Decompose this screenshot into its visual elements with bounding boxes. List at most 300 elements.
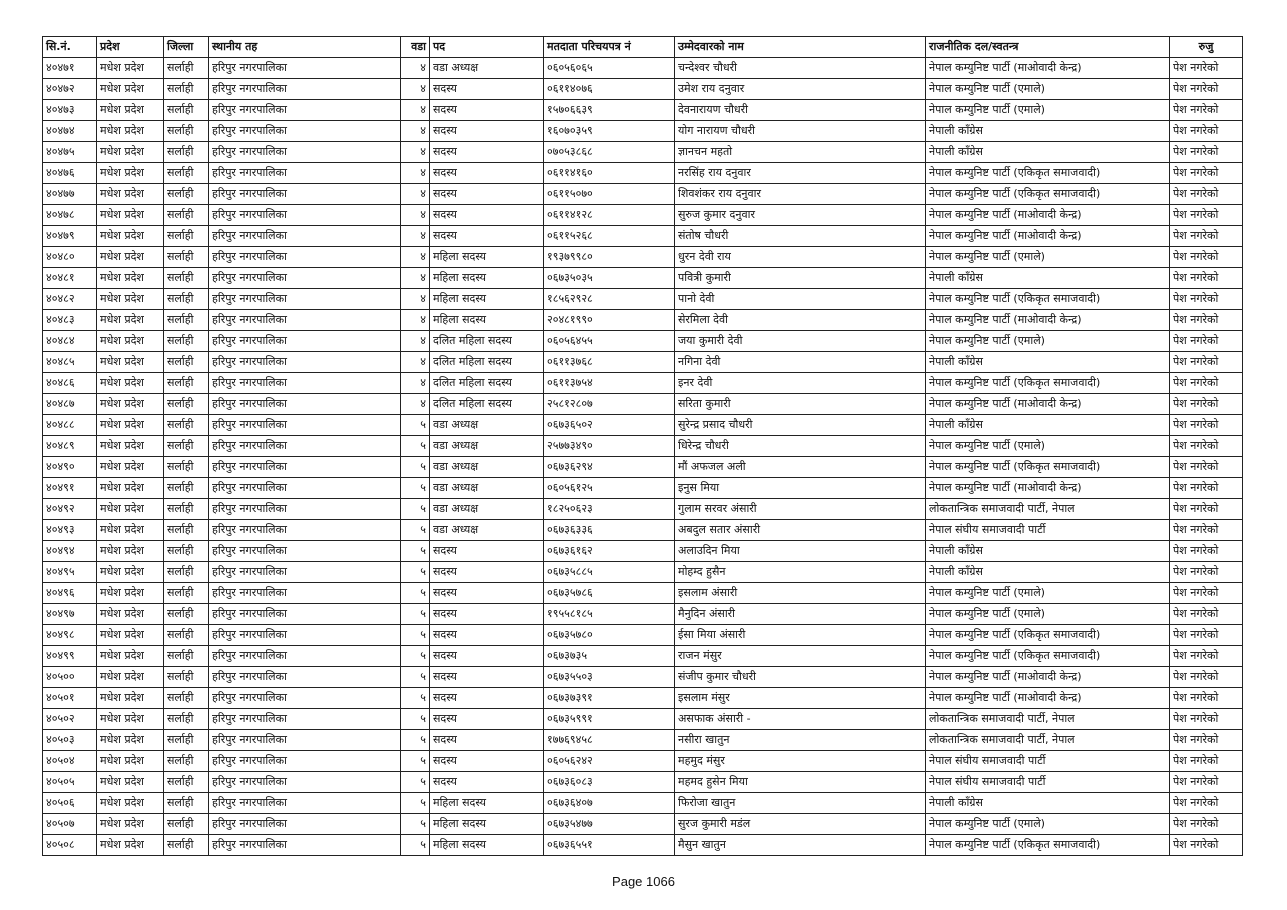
cell-sn: ४०४८९ [43, 436, 97, 457]
header-district: जिल्ला [164, 37, 209, 58]
cell-ward: ५ [401, 562, 430, 583]
cell-province: मधेश प्रदेश [97, 79, 164, 100]
cell-district: सर्लाही [164, 478, 209, 499]
table-row [43, 79, 1243, 100]
table-row [43, 142, 1243, 163]
cell-province: मधेश प्रदेश [97, 793, 164, 814]
cell-sn: ४०५०२ [43, 709, 97, 730]
cell-province: मधेश प्रदेश [97, 814, 164, 835]
cell-candidate-name: इनुस मिया [675, 478, 926, 499]
cell-post: वडा अध्यक्ष [430, 520, 544, 541]
cell-party: लोकतान्त्रिक समाजवादी पार्टी, नेपाल [926, 730, 1170, 751]
cell-party: नेपाल कम्युनिष्ट पार्टी (माओवादी केन्द्र) [926, 478, 1170, 499]
cell-candidate-name: संजीप कुमार चौधरी [675, 667, 926, 688]
table-row [43, 331, 1243, 352]
cell-party: नेपाल कम्युनिष्ट पार्टी (एकिकृत समाजवादी) [926, 625, 1170, 646]
cell-post: महिला सदस्य [430, 310, 544, 331]
cell-voter-id: ०६०५६४५५ [544, 331, 675, 352]
cell-candidate-name: पानो देवी [675, 289, 926, 310]
cell-sn: ४०४८५ [43, 352, 97, 373]
cell-candidate-name: महमद हुसेन मिया [675, 772, 926, 793]
cell-local-level: हरिपुर नगरपालिका [209, 58, 401, 79]
table-row [43, 625, 1243, 646]
table-row [43, 772, 1243, 793]
cell-voter-id: १९५५८१८५ [544, 604, 675, 625]
cell-remark: पेश नगरेको [1170, 772, 1243, 793]
cell-local-level: हरिपुर नगरपालिका [209, 835, 401, 856]
cell-local-level: हरिपुर नगरपालिका [209, 100, 401, 121]
cell-post: दलित महिला सदस्य [430, 352, 544, 373]
cell-sn: ४०४९९ [43, 646, 97, 667]
cell-candidate-name: शिवशंकर राय दनुवार [675, 184, 926, 205]
cell-local-level: हरिपुर नगरपालिका [209, 394, 401, 415]
cell-province: मधेश प्रदेश [97, 541, 164, 562]
cell-candidate-name: मौं अफजल अली [675, 457, 926, 478]
cell-remark: पेश नगरेको [1170, 667, 1243, 688]
cell-sn: ४०५०१ [43, 688, 97, 709]
table-row [43, 646, 1243, 667]
cell-local-level: हरिपुर नगरपालिका [209, 520, 401, 541]
cell-voter-id: ०६७३७३९१ [544, 688, 675, 709]
cell-remark: पेश नगरेको [1170, 478, 1243, 499]
cell-ward: ४ [401, 310, 430, 331]
cell-local-level: हरिपुर नगरपालिका [209, 247, 401, 268]
table-row [43, 730, 1243, 751]
cell-post: वडा अध्यक्ष [430, 58, 544, 79]
cell-candidate-name: नगिना देवी [675, 352, 926, 373]
cell-party: नेपाल कम्युनिष्ट पार्टी (माओवादी केन्द्र) [926, 688, 1170, 709]
cell-district: सर्लाही [164, 142, 209, 163]
cell-post: सदस्य [430, 730, 544, 751]
cell-sn: ४०४९२ [43, 499, 97, 520]
cell-province: मधेश प्रदेश [97, 646, 164, 667]
table-row [43, 457, 1243, 478]
cell-sn: ४०४९३ [43, 520, 97, 541]
table-row [43, 100, 1243, 121]
cell-remark: पेश नगरेको [1170, 121, 1243, 142]
cell-province: मधेश प्रदेश [97, 772, 164, 793]
cell-remark: पेश नगरेको [1170, 541, 1243, 562]
cell-party: नेपाल कम्युनिष्ट पार्टी (माओवादी केन्द्र) [926, 205, 1170, 226]
cell-district: सर्लाही [164, 520, 209, 541]
cell-candidate-name: उमेश राय दनुवार [675, 79, 926, 100]
cell-ward: ४ [401, 289, 430, 310]
cell-party: नेपाली काँग्रेस [926, 415, 1170, 436]
table-row [43, 562, 1243, 583]
cell-local-level: हरिपुर नगरपालिका [209, 226, 401, 247]
cell-remark: पेश नगरेको [1170, 583, 1243, 604]
table-row [43, 205, 1243, 226]
cell-candidate-name: पवित्री कुमारी [675, 268, 926, 289]
cell-remark: पेश नगरेको [1170, 394, 1243, 415]
cell-province: मधेश प्रदेश [97, 667, 164, 688]
cell-candidate-name: नरसिंह राय दनुवार [675, 163, 926, 184]
cell-voter-id: ०६७३५९९१ [544, 709, 675, 730]
cell-party: नेपाल कम्युनिष्ट पार्टी (एमाले) [926, 100, 1170, 121]
cell-sn: ४०४७४ [43, 121, 97, 142]
cell-candidate-name: राजन मंसुर [675, 646, 926, 667]
cell-party: नेपाल कम्युनिष्ट पार्टी (एमाले) [926, 331, 1170, 352]
cell-candidate-name: सुरेन्द्र प्रसाद चौधरी [675, 415, 926, 436]
cell-voter-id: ०६०५६०६५ [544, 58, 675, 79]
cell-province: मधेश प्रदेश [97, 268, 164, 289]
cell-party: नेपाल कम्युनिष्ट पार्टी (एमाले) [926, 604, 1170, 625]
cell-post: सदस्य [430, 142, 544, 163]
cell-remark: पेश नगरेको [1170, 646, 1243, 667]
cell-province: मधेश प्रदेश [97, 100, 164, 121]
cell-post: सदस्य [430, 205, 544, 226]
cell-province: मधेश प्रदेश [97, 373, 164, 394]
cell-voter-id: ०६७३६२९४ [544, 457, 675, 478]
table-row [43, 394, 1243, 415]
cell-local-level: हरिपुर नगरपालिका [209, 646, 401, 667]
cell-district: सर्लाही [164, 625, 209, 646]
cell-voter-id: १६०७०३५९ [544, 121, 675, 142]
cell-province: मधेश प्रदेश [97, 478, 164, 499]
cell-local-level: हरिपुर नगरपालिका [209, 436, 401, 457]
cell-post: दलित महिला सदस्य [430, 331, 544, 352]
cell-candidate-name: गुलाम सरवर अंसारी [675, 499, 926, 520]
cell-voter-id: २५८१२८०७ [544, 394, 675, 415]
cell-province: मधेश प्रदेश [97, 562, 164, 583]
cell-local-level: हरिपुर नगरपालिका [209, 772, 401, 793]
cell-sn: ४०४८४ [43, 331, 97, 352]
cell-province: मधेश प्रदेश [97, 520, 164, 541]
table-row [43, 814, 1243, 835]
cell-remark: पेश नगरेको [1170, 58, 1243, 79]
cell-district: सर्लाही [164, 688, 209, 709]
cell-candidate-name: देवनारायण चौधरी [675, 100, 926, 121]
cell-ward: ४ [401, 163, 430, 184]
cell-voter-id: ०६०५६१२५ [544, 478, 675, 499]
cell-province: मधेश प्रदेश [97, 709, 164, 730]
cell-sn: ४०५०३ [43, 730, 97, 751]
cell-ward: ४ [401, 331, 430, 352]
cell-remark: पेश नगरेको [1170, 163, 1243, 184]
cell-province: मधेश प्रदेश [97, 58, 164, 79]
table-row [43, 310, 1243, 331]
cell-province: मधेश प्रदेश [97, 583, 164, 604]
cell-voter-id: ०६७३७३५ [544, 646, 675, 667]
cell-sn: ४०४८० [43, 247, 97, 268]
cell-sn: ४०५०८ [43, 835, 97, 856]
cell-party: नेपाल कम्युनिष्ट पार्टी (एमाले) [926, 814, 1170, 835]
cell-sn: ४०५०७ [43, 814, 97, 835]
cell-remark: पेश नगरेको [1170, 688, 1243, 709]
cell-province: मधेश प्रदेश [97, 205, 164, 226]
cell-remark: पेश नगरेको [1170, 562, 1243, 583]
header-row [43, 37, 1243, 58]
cell-district: सर्लाही [164, 163, 209, 184]
cell-sn: ४०४८८ [43, 415, 97, 436]
cell-district: सर्लाही [164, 373, 209, 394]
cell-candidate-name: सुरुज कुमार दनुवार [675, 205, 926, 226]
cell-local-level: हरिपुर नगरपालिका [209, 562, 401, 583]
cell-district: सर्लाही [164, 205, 209, 226]
cell-local-level: हरिपुर नगरपालिका [209, 730, 401, 751]
cell-sn: ४०५०५ [43, 772, 97, 793]
cell-ward: ४ [401, 226, 430, 247]
cell-post: दलित महिला सदस्य [430, 373, 544, 394]
cell-party: नेपाल कम्युनिष्ट पार्टी (माओवादी केन्द्र) [926, 394, 1170, 415]
cell-province: मधेश प्रदेश [97, 604, 164, 625]
cell-post: दलित महिला सदस्य [430, 394, 544, 415]
cell-post: सदस्य [430, 604, 544, 625]
cell-ward: ५ [401, 436, 430, 457]
cell-post: महिला सदस्य [430, 289, 544, 310]
cell-candidate-name: अलाउदिन मिया [675, 541, 926, 562]
cell-candidate-name: धुरन देवी राय [675, 247, 926, 268]
cell-district: सर्लाही [164, 667, 209, 688]
cell-party: नेपाल कम्युनिष्ट पार्टी (माओवादी केन्द्र) [926, 226, 1170, 247]
table-row [43, 121, 1243, 142]
cell-party: नेपाली काँग्रेस [926, 268, 1170, 289]
cell-post: सदस्य [430, 163, 544, 184]
cell-sn: ४०४७२ [43, 79, 97, 100]
cell-remark: पेश नगरेको [1170, 793, 1243, 814]
cell-province: मधेश प्रदेश [97, 142, 164, 163]
cell-district: सर्लाही [164, 310, 209, 331]
cell-district: सर्लाही [164, 436, 209, 457]
cell-party: नेपाल कम्युनिष्ट पार्टी (एकिकृत समाजवादी) [926, 835, 1170, 856]
cell-post: सदस्य [430, 583, 544, 604]
cell-sn: ४०४७८ [43, 205, 97, 226]
cell-voter-id: २५७७३४९० [544, 436, 675, 457]
table-row [43, 247, 1243, 268]
cell-voter-id: ०६७३५५०३ [544, 667, 675, 688]
cell-local-level: हरिपुर नगरपालिका [209, 289, 401, 310]
table-row [43, 436, 1243, 457]
table-row [43, 709, 1243, 730]
cell-remark: पेश नगरेको [1170, 289, 1243, 310]
cell-post: सदस्य [430, 688, 544, 709]
cell-district: सर्लाही [164, 352, 209, 373]
cell-district: सर्लाही [164, 394, 209, 415]
cell-sn: ४०४७३ [43, 100, 97, 121]
header-sn: सि.नं. [43, 37, 97, 58]
cell-post: वडा अध्यक्ष [430, 457, 544, 478]
cell-post: सदस्य [430, 121, 544, 142]
cell-district: सर्लाही [164, 583, 209, 604]
cell-candidate-name: योग नारायण चौधरी [675, 121, 926, 142]
cell-voter-id: ०६७३५८८५ [544, 562, 675, 583]
table-row [43, 415, 1243, 436]
header-candidate: उम्मेदवारको नाम [675, 37, 926, 58]
cell-ward: ५ [401, 415, 430, 436]
cell-party: नेपाल कम्युनिष्ट पार्टी (एकिकृत समाजवादी) [926, 184, 1170, 205]
cell-post: वडा अध्यक्ष [430, 415, 544, 436]
cell-local-level: हरिपुर नगरपालिका [209, 310, 401, 331]
cell-local-level: हरिपुर नगरपालिका [209, 478, 401, 499]
cell-ward: ४ [401, 247, 430, 268]
cell-remark: पेश नगरेको [1170, 625, 1243, 646]
cell-voter-id: १७७६९४५८ [544, 730, 675, 751]
cell-local-level: हरिपुर नगरपालिका [209, 625, 401, 646]
cell-ward: ५ [401, 751, 430, 772]
cell-ward: ५ [401, 772, 430, 793]
table-row [43, 184, 1243, 205]
cell-local-level: हरिपुर नगरपालिका [209, 793, 401, 814]
cell-local-level: हरिपुर नगरपालिका [209, 709, 401, 730]
cell-ward: ५ [401, 625, 430, 646]
cell-sn: ४०४८३ [43, 310, 97, 331]
cell-voter-id: ०६११३७६८ [544, 352, 675, 373]
table-row [43, 583, 1243, 604]
candidate-table [42, 36, 1243, 856]
cell-local-level: हरिपुर नगरपालिका [209, 163, 401, 184]
cell-district: सर्लाही [164, 121, 209, 142]
cell-candidate-name: सरिता कुमारी [675, 394, 926, 415]
cell-district: सर्लाही [164, 835, 209, 856]
cell-remark: पेश नगरेको [1170, 520, 1243, 541]
cell-sn: ४०४७७ [43, 184, 97, 205]
cell-voter-id: ०६११५२६८ [544, 226, 675, 247]
cell-candidate-name: अबदुल सतार अंसारी [675, 520, 926, 541]
cell-sn: ४०४९५ [43, 562, 97, 583]
table-row [43, 604, 1243, 625]
cell-province: मधेश प्रदेश [97, 499, 164, 520]
cell-party: नेपाल कम्युनिष्ट पार्टी (एकिकृत समाजवादी) [926, 163, 1170, 184]
cell-candidate-name: चन्देश्वर चौधरी [675, 58, 926, 79]
cell-ward: ५ [401, 646, 430, 667]
table-row [43, 268, 1243, 289]
table-row [43, 226, 1243, 247]
cell-party: नेपाली काँग्रेस [926, 562, 1170, 583]
cell-remark: पेश नगरेको [1170, 373, 1243, 394]
cell-province: मधेश प्रदेश [97, 121, 164, 142]
cell-post: महिला सदस्य [430, 793, 544, 814]
cell-voter-id: ०६७३६३३६ [544, 520, 675, 541]
cell-party: नेपाली काँग्रेस [926, 352, 1170, 373]
cell-province: मधेश प्रदेश [97, 457, 164, 478]
cell-district: सर्लाही [164, 415, 209, 436]
table-body [43, 58, 1243, 856]
cell-district: सर्लाही [164, 793, 209, 814]
cell-ward: ५ [401, 541, 430, 562]
cell-party: लोकतान्त्रिक समाजवादी पार्टी, नेपाल [926, 499, 1170, 520]
cell-sn: ४०४८२ [43, 289, 97, 310]
cell-ward: ४ [401, 79, 430, 100]
cell-district: सर्लाही [164, 499, 209, 520]
cell-party: नेपाली काँग्रेस [926, 142, 1170, 163]
cell-post: सदस्य [430, 772, 544, 793]
cell-ward: ५ [401, 583, 430, 604]
cell-ward: ४ [401, 205, 430, 226]
cell-province: मधेश प्रदेश [97, 184, 164, 205]
cell-province: मधेश प्रदेश [97, 835, 164, 856]
cell-candidate-name: मैसुन खातुन [675, 835, 926, 856]
cell-remark: पेश नगरेको [1170, 352, 1243, 373]
cell-candidate-name: असफाक अंसारी - [675, 709, 926, 730]
table-row [43, 793, 1243, 814]
header-party: राजनीतिक दल/स्वतन्त्र [926, 37, 1170, 58]
cell-post: वडा अध्यक्ष [430, 499, 544, 520]
cell-local-level: हरिपुर नगरपालिका [209, 499, 401, 520]
cell-ward: ४ [401, 394, 430, 415]
cell-sn: ४०५०० [43, 667, 97, 688]
cell-party: नेपाल कम्युनिष्ट पार्टी (माओवादी केन्द्र) [926, 667, 1170, 688]
cell-ward: ४ [401, 100, 430, 121]
cell-province: मधेश प्रदेश [97, 331, 164, 352]
cell-voter-id: १८५६२९२८ [544, 289, 675, 310]
cell-voter-id: ०६७३५०३५ [544, 268, 675, 289]
cell-voter-id: ०६११३७५४ [544, 373, 675, 394]
cell-post: सदस्य [430, 184, 544, 205]
cell-province: मधेश प्रदेश [97, 394, 164, 415]
cell-party: नेपाल कम्युनिष्ट पार्टी (एमाले) [926, 79, 1170, 100]
table-row [43, 499, 1243, 520]
cell-district: सर्लाही [164, 247, 209, 268]
cell-sn: ४०५०६ [43, 793, 97, 814]
cell-party: नेपाल कम्युनिष्ट पार्टी (एमाले) [926, 583, 1170, 604]
cell-voter-id: ०६७३६५५१ [544, 835, 675, 856]
cell-party: नेपाली काँग्रेस [926, 541, 1170, 562]
cell-district: सर्लाही [164, 79, 209, 100]
cell-candidate-name: फिरोजा खातुन [675, 793, 926, 814]
cell-party: नेपाल कम्युनिष्ट पार्टी (एमाले) [926, 247, 1170, 268]
cell-ward: ५ [401, 667, 430, 688]
cell-party: लोकतान्त्रिक समाजवादी पार्टी, नेपाल [926, 709, 1170, 730]
header-remark: रुजु [1170, 37, 1243, 58]
table-row [43, 289, 1243, 310]
cell-post: वडा अध्यक्ष [430, 478, 544, 499]
cell-remark: पेश नगरेको [1170, 604, 1243, 625]
cell-district: सर्लाही [164, 100, 209, 121]
cell-voter-id: १५७०६६३९ [544, 100, 675, 121]
cell-ward: ५ [401, 457, 430, 478]
table-row [43, 751, 1243, 772]
cell-remark: पेश नगरेको [1170, 226, 1243, 247]
cell-post: महिला सदस्य [430, 835, 544, 856]
cell-district: सर्लाही [164, 814, 209, 835]
cell-party: नेपाल कम्युनिष्ट पार्टी (एमाले) [926, 436, 1170, 457]
cell-remark: पेश नगरेको [1170, 247, 1243, 268]
cell-ward: ५ [401, 478, 430, 499]
cell-sn: ४०४७६ [43, 163, 97, 184]
cell-candidate-name: मैनुदिन अंसारी [675, 604, 926, 625]
cell-sn: ४०४९४ [43, 541, 97, 562]
cell-district: सर्लाही [164, 751, 209, 772]
cell-post: महिला सदस्य [430, 814, 544, 835]
cell-post: सदस्य [430, 709, 544, 730]
cell-sn: ४०४७९ [43, 226, 97, 247]
cell-party: नेपाल कम्युनिष्ट पार्टी (माओवादी केन्द्र) [926, 310, 1170, 331]
cell-local-level: हरिपुर नगरपालिका [209, 79, 401, 100]
cell-post: सदस्य [430, 79, 544, 100]
cell-ward: ५ [401, 688, 430, 709]
cell-post: सदस्य [430, 541, 544, 562]
cell-remark: पेश नगरेको [1170, 79, 1243, 100]
header-local-level: स्थानीय तह [209, 37, 401, 58]
cell-remark: पेश नगरेको [1170, 268, 1243, 289]
cell-remark: पेश नगरेको [1170, 835, 1243, 856]
cell-candidate-name: धिरेन्द्र चौधरी [675, 436, 926, 457]
cell-candidate-name: सुरज कुमारी मडंल [675, 814, 926, 835]
cell-sn: ४०४७५ [43, 142, 97, 163]
cell-district: सर्लाही [164, 289, 209, 310]
cell-ward: ५ [401, 709, 430, 730]
cell-post: सदस्य [430, 562, 544, 583]
table-row [43, 373, 1243, 394]
cell-sn: ४०४९० [43, 457, 97, 478]
cell-ward: ४ [401, 373, 430, 394]
cell-sn: ४०४८६ [43, 373, 97, 394]
header-province: प्रदेश [97, 37, 164, 58]
cell-candidate-name: संतोष चौधरी [675, 226, 926, 247]
cell-voter-id: ०७०५३८६८ [544, 142, 675, 163]
cell-remark: पेश नगरेको [1170, 457, 1243, 478]
cell-district: सर्लाही [164, 604, 209, 625]
